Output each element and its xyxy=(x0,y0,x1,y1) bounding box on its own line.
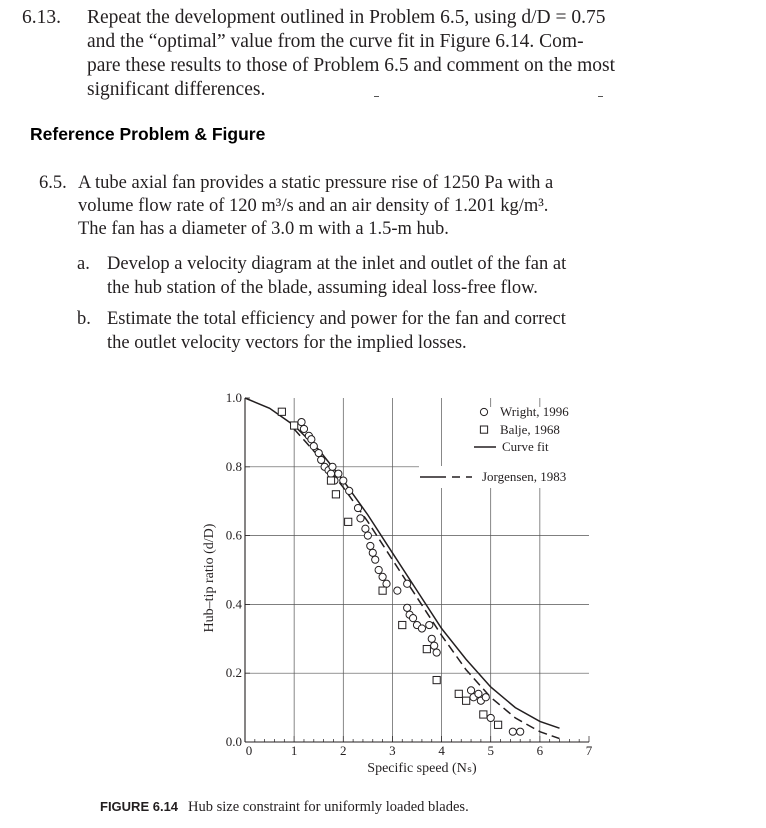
problem-line: significant differences. xyxy=(87,79,266,100)
wright-data-point xyxy=(354,504,361,511)
problem-line: Repeat the development outlined in Problem 6.5, using d/D = 0.75 xyxy=(87,7,606,28)
y-axis-title: Hub–tip ratio (d/D) xyxy=(202,523,217,633)
wright-data-point xyxy=(340,477,347,484)
balje-data-point xyxy=(423,646,430,653)
x-tick-label: 6 xyxy=(536,743,544,758)
legend-label-wright: Wright, 1996 xyxy=(500,404,569,419)
x-axis-title: Specific speed (Nₛ) xyxy=(367,761,477,776)
wright-data-point xyxy=(308,436,315,443)
part-label: b. xyxy=(77,309,91,329)
scan-artifact-mark xyxy=(374,96,379,100)
wright-data-point xyxy=(394,587,401,594)
part-text xyxy=(107,252,737,300)
y-tick-label: 1.0 xyxy=(225,390,242,405)
balje-data-point xyxy=(455,690,462,697)
wright-data-point xyxy=(487,714,494,721)
part-line: the hub station of the blade, assuming ideal loss-free flow. xyxy=(107,278,538,298)
balje-data-point xyxy=(399,621,406,628)
wright-data-point xyxy=(362,525,369,532)
legend-label-jorgensen: Jorgensen, 1983 xyxy=(482,469,567,484)
legend-circle-marker xyxy=(480,408,487,415)
y-tick-label: 0.2 xyxy=(225,665,242,681)
balje-data-point xyxy=(278,408,285,415)
y-tick-label: 0.0 xyxy=(225,734,242,749)
balje-data-point xyxy=(433,676,440,683)
balje-data-point xyxy=(332,491,339,498)
x-tick-label: 0 xyxy=(245,743,253,758)
wright-data-point xyxy=(375,566,382,573)
problem-text xyxy=(87,6,702,102)
legend-label-balje: Balje, 1968 xyxy=(500,422,560,437)
part-line: Estimate the total efficiency and power for the fan and correct xyxy=(107,309,566,329)
wright-data-point xyxy=(367,542,374,549)
wright-data-point xyxy=(318,456,325,463)
y-tick-label: 0.6 xyxy=(225,527,242,543)
wright-data-point xyxy=(383,580,390,587)
legend-square-marker xyxy=(480,426,487,433)
wright-data-point xyxy=(369,549,376,556)
reference-heading: Reference Problem & Figure xyxy=(30,124,266,144)
problem-part-a xyxy=(77,252,737,300)
part-line: the outlet velocity vectors for the implied losses. xyxy=(107,333,467,353)
wright-data-point xyxy=(327,470,334,477)
wright-data-point xyxy=(467,687,474,694)
wright-data-point xyxy=(426,621,433,628)
wright-data-point xyxy=(364,532,371,539)
x-tick-label: 4 xyxy=(438,743,445,758)
wright-data-point xyxy=(409,615,416,622)
wright-data-point xyxy=(433,649,440,656)
x-tick-label: 3 xyxy=(389,743,396,758)
problem-line: and the “optimal” value from the curve fit in Figure 6.14. Com- xyxy=(87,31,584,52)
balje-data-point xyxy=(345,518,352,525)
balje-data-point xyxy=(379,587,386,594)
problem-text xyxy=(78,172,719,241)
y-tick-label: 0.4 xyxy=(225,596,242,612)
part-line: Develop a velocity diagram at the inlet and outlet of the fan at xyxy=(107,254,567,274)
problem-line: A tube axial fan provides a static pressure rise of 1250 Pa with a xyxy=(78,173,554,193)
wright-data-point xyxy=(357,515,364,522)
wright-data-point xyxy=(431,642,438,649)
problem-number: 6.5. xyxy=(39,173,67,193)
wright-data-point xyxy=(315,449,322,456)
balje-data-point xyxy=(327,477,334,484)
part-label: a. xyxy=(77,254,90,274)
x-tick-label: 7 xyxy=(585,743,593,758)
wright-data-point xyxy=(310,443,317,450)
x-tick-label: 5 xyxy=(487,743,494,758)
balje-data-point xyxy=(291,422,298,429)
wright-data-point xyxy=(509,728,516,735)
balje-data-point xyxy=(494,721,501,728)
wright-data-point xyxy=(329,463,336,470)
part-text xyxy=(107,307,737,355)
wright-data-point xyxy=(482,694,489,701)
wright-data-point xyxy=(300,425,307,432)
problem-number: 6.13. xyxy=(22,7,61,28)
wright-data-point xyxy=(418,625,425,632)
wright-data-point xyxy=(346,487,353,494)
wright-data-point xyxy=(475,690,482,697)
wright-data-point xyxy=(335,470,342,477)
figure-6-14-chart xyxy=(0,380,766,792)
x-tick-label: 2 xyxy=(340,743,347,758)
problem-6-5 xyxy=(39,172,719,241)
problem-line: The fan has a diameter of 3.0 m with a 1.5-m hub. xyxy=(78,219,449,239)
wright-data-point xyxy=(428,635,435,642)
wright-data-point xyxy=(298,418,305,425)
wright-data-point xyxy=(404,604,411,611)
wright-data-point xyxy=(517,728,524,735)
wright-data-point xyxy=(379,573,386,580)
scan-artifact-mark xyxy=(598,96,603,100)
figure-label: FIGURE 6.14 xyxy=(100,799,179,814)
balje-data-point xyxy=(480,711,487,718)
problem-6-13 xyxy=(22,6,702,102)
wright-data-point xyxy=(404,580,411,587)
figure-caption xyxy=(100,799,469,816)
figure-caption-text: Hub size constraint for uniformly loaded blades. xyxy=(188,799,469,815)
wright-data-point xyxy=(372,556,379,563)
x-tick-label: 1 xyxy=(290,743,298,758)
problem-line: pare these results to those of Problem 6.5 and comment on the most xyxy=(87,55,616,76)
problem-part-b xyxy=(77,307,737,355)
balje-data-point xyxy=(463,697,470,704)
y-tick-label: 0.8 xyxy=(225,458,242,474)
problem-line: volume flow rate of 120 m³/s and an air density of 1.201 kg/m³. xyxy=(78,196,549,216)
legend-label-curve-fit: Curve fit xyxy=(502,439,549,454)
